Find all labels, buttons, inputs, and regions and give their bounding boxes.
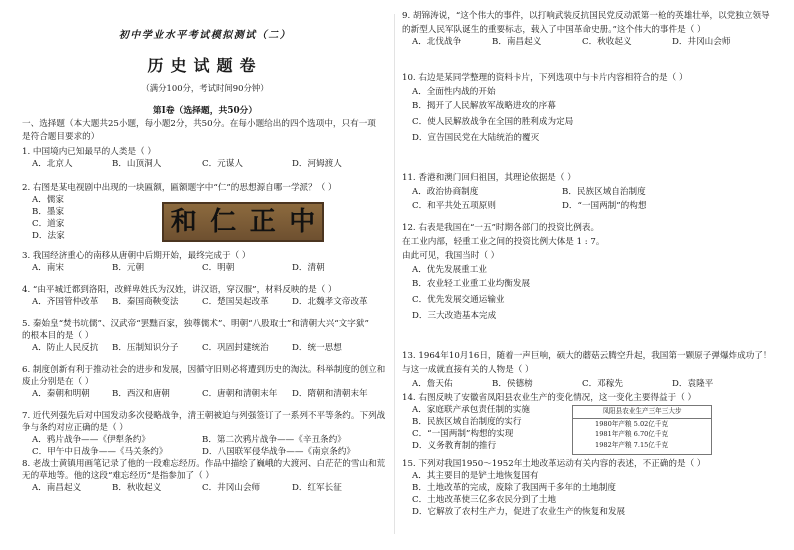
option: A．儒家 — [32, 195, 64, 205]
option: B．墨家 — [32, 207, 65, 217]
option: C．甲午中日战争——《马关条约》 — [32, 447, 168, 457]
option: A．防止人民反抗 — [32, 343, 99, 353]
question-options — [32, 446, 355, 459]
option: D．河姆渡人 — [292, 159, 342, 169]
option: C．道家 — [32, 219, 65, 229]
option: B．秋收起义 — [112, 483, 162, 493]
option: D．北魏孝文帝改革 — [292, 297, 368, 307]
table-row: 1980年产粮 5.02亿千克 — [595, 419, 669, 428]
question-stem: 8. 老战士黄镇用画笔记录了他的一段难忘经历。作品中描绘了巍峨的大渡河、白茫茫的雪山和荒 — [22, 459, 386, 469]
question-options — [32, 342, 342, 355]
question-stem: 由此可见，我国当时（ ） — [402, 251, 500, 261]
exam-meta: （满分100分，考试时间90分钟） — [141, 83, 269, 93]
option: C．元谋人 — [202, 159, 243, 169]
option: B．农业轻工业重工业均衡发展 — [412, 279, 531, 289]
question-stem: 10. 右边是某同学整理的资料卡片，下列选项中与卡片内容相符合的是（ ） — [402, 73, 688, 83]
question-stem: 废止分别是在（ ） — [22, 377, 94, 387]
question-stem: 的根本目的是（ ） — [22, 331, 94, 341]
question-stem: 14. 右图反映了安徽省凤阳县农业生产的变化情况，这一变化主要得益于（ ） — [402, 393, 697, 403]
plaque-character: 和 — [170, 207, 197, 237]
option: C．明朝 — [202, 263, 235, 273]
option: A．其主要目的是铲土地恢复国有 — [412, 471, 539, 481]
question-stem: 与这一成就直接有关的人物是（ ） — [402, 365, 534, 375]
option: A．北伐战争 — [412, 37, 462, 47]
option: C．井冈山会师 — [202, 483, 261, 493]
question-options — [412, 378, 713, 391]
option: D．“一国两制”的构想 — [562, 201, 647, 211]
question-stem: 7. 近代列强先后对中国发动多次侵略战争，清王朝被迫与列强签订了一系列不平等条约。下列战 — [22, 411, 386, 421]
exam-name: 初中学业水平考试模拟测试（二） — [118, 30, 292, 41]
question-stem: 4. “由平城迁都到洛阳，改鲜卑姓氏为汉姓，讲汉语，穿汉服”，材料反映的是（ ） — [22, 285, 337, 295]
option: D．义务教育制的推行 — [412, 441, 497, 451]
option: B．元朝 — [112, 263, 145, 273]
option: C．邓稼先 — [582, 379, 623, 389]
option: C．使人民解放战争在全国的胜利成为定局 — [412, 117, 574, 127]
question-options — [412, 36, 730, 49]
option: D．宣告国民党在大陆统治的覆灭 — [412, 133, 540, 143]
option: D．它解放了农村生产力，促进了农业生产的恢复和发展 — [412, 507, 626, 517]
question-options — [412, 200, 646, 213]
plaque-character: 仁 — [210, 207, 237, 237]
question-stem: 1. 中国境内已知最早的人类是（ ） — [22, 147, 156, 157]
option: D．统一思想 — [292, 343, 342, 353]
option: D．隋朝和清朝末年 — [292, 389, 368, 399]
question-stem: 11. 香港和澳门回归祖国，其理论依据是（ ） — [402, 173, 576, 183]
option: A．全面性内战的开始 — [412, 87, 496, 97]
option: A．北京人 — [32, 159, 73, 169]
option: D．井冈山会师 — [672, 37, 731, 47]
option: C．巩固封建统治 — [202, 343, 269, 353]
option: B．压制知识分子 — [112, 343, 179, 353]
option: C．唐朝和清朝末年 — [202, 389, 278, 399]
section-intro: 是符合题目要求的） — [22, 132, 100, 142]
table-row: 1982年产粮 7.15亿千克 — [595, 440, 669, 449]
option: D．清朝 — [292, 263, 325, 273]
question-stem: 2. 右图是某电视剧中出现的一块匾额，匾额题字中“仁”的思想源自哪一学派？（ ） — [22, 183, 337, 193]
option: B．西汉和唐朝 — [112, 389, 170, 399]
question-stem: 9. 胡锦涛说，“这个伟大的事件，以打响武装反抗国民党反动派第一枪的英雄壮举，以党独立领导 — [402, 11, 770, 21]
question-stem: 3. 我国经济重心的南移从唐朝中后期开始，最终完成于（ ） — [22, 251, 251, 261]
option: D．八国联军侵华战争——《南京条约》 — [202, 447, 355, 457]
option: B．山顶洞人 — [112, 159, 162, 169]
option: B．土地改革的完成，废除了我国两千多年的土地制度 — [412, 483, 616, 493]
option: D．法家 — [32, 231, 65, 241]
question-stem: 6. 制度创新有利于推动社会的进步和发展，因循守旧则必将遭到历史的淘汰。科举制度的创立和 — [22, 365, 386, 375]
question-options — [32, 434, 346, 447]
table-row: 1981年产粮 6.70亿千克 — [595, 430, 669, 439]
plaque-character: 正 — [249, 207, 276, 237]
plaque-image — [162, 202, 324, 242]
option: B．民族区域自治制度 — [562, 187, 646, 197]
option: A．政治协商制度 — [412, 187, 479, 197]
option: A．南宋 — [32, 263, 64, 273]
option: C．“一国两制”构想的实现 — [412, 429, 514, 439]
option: A．南昌起义 — [32, 483, 82, 493]
question-stem: 12. 右表是我国在“一五”时期各部门的投资比例表。 — [402, 223, 600, 233]
option: A．优先发展重工业 — [412, 265, 487, 275]
option: D．红军长征 — [292, 483, 342, 493]
option: A．家庭联产承包责任制的实施 — [412, 405, 530, 415]
question-stem: 的新型人民军队诞生的重要标志，载入了中国革命史册。”这个伟大的事件是（ ） — [402, 25, 706, 35]
question-stem: 无的草地等。他的这段“难忘经历”是指参加了（ ） — [22, 471, 214, 481]
question-options — [32, 262, 325, 275]
column-divider — [394, 14, 395, 534]
volume-heading: 第Ⅰ卷（选择题，共50分） — [152, 106, 258, 116]
question-stem: 13. 1964年10月16日，随着一声巨响，硕大的蘑菇云腾空升起，我国第一颗原子弹爆炸成功了！ — [402, 351, 772, 361]
page-title: 历史试题卷 — [147, 56, 263, 75]
option: C．秋收起义 — [582, 37, 632, 47]
option: C．和平共处五项原则 — [412, 201, 496, 211]
question-options — [32, 158, 342, 171]
question-stem: 5. 秦始皇“焚书坑儒”、汉武帝“罢黜百家，独尊儒术”、明朝“八股取士”和清朝大兴“文字狱” — [22, 319, 369, 329]
option: A．鸦片战争——《伊犁条约》 — [32, 435, 150, 445]
question-options — [32, 296, 368, 309]
option: B．南昌起义 — [492, 37, 542, 47]
question-options — [412, 186, 646, 199]
option: B．第二次鸦片战争——《辛丑条约》 — [202, 435, 346, 445]
option: A．齐国管仲改革 — [32, 297, 99, 307]
question-stem: 15. 下列对我国1950～1952年土地改革运动有关内容的表述，不正确的是（ ） — [402, 459, 706, 469]
question-options — [32, 388, 368, 401]
question-stem: 在工业内部，轻重工业之间的投资比例大体是 1 : 7。 — [402, 237, 605, 247]
option: D．袁隆平 — [672, 379, 714, 389]
option: B．侯德榜 — [492, 379, 533, 389]
question-options — [32, 482, 342, 495]
option: D．三大改造基本完成 — [412, 311, 497, 321]
section-intro: 一、选择题（本大题共25小题，每小题2分，共50分。在每小题给出的四个选项中，只有一项 — [22, 119, 376, 129]
production-table — [572, 405, 712, 455]
plaque-character: 中 — [289, 207, 316, 237]
option: A．詹天佑 — [412, 379, 453, 389]
option: C．楚国吴起改革 — [202, 297, 269, 307]
option: C．土地改革使三亿多农民分到了土地 — [412, 495, 557, 505]
question-stem: 争与条约对应正确的是（ ） — [22, 423, 128, 433]
option: A．秦朝和明朝 — [32, 389, 90, 399]
table-title: 凤阳县农业生产三年三大步 — [573, 406, 711, 419]
option: C．优先发展交通运输业 — [412, 295, 505, 305]
option: B．民族区域自治制度的实行 — [412, 417, 522, 427]
option: B．秦国商鞅变法 — [112, 297, 179, 307]
option: B．揭开了人民解放军战略进攻的序幕 — [412, 101, 556, 111]
